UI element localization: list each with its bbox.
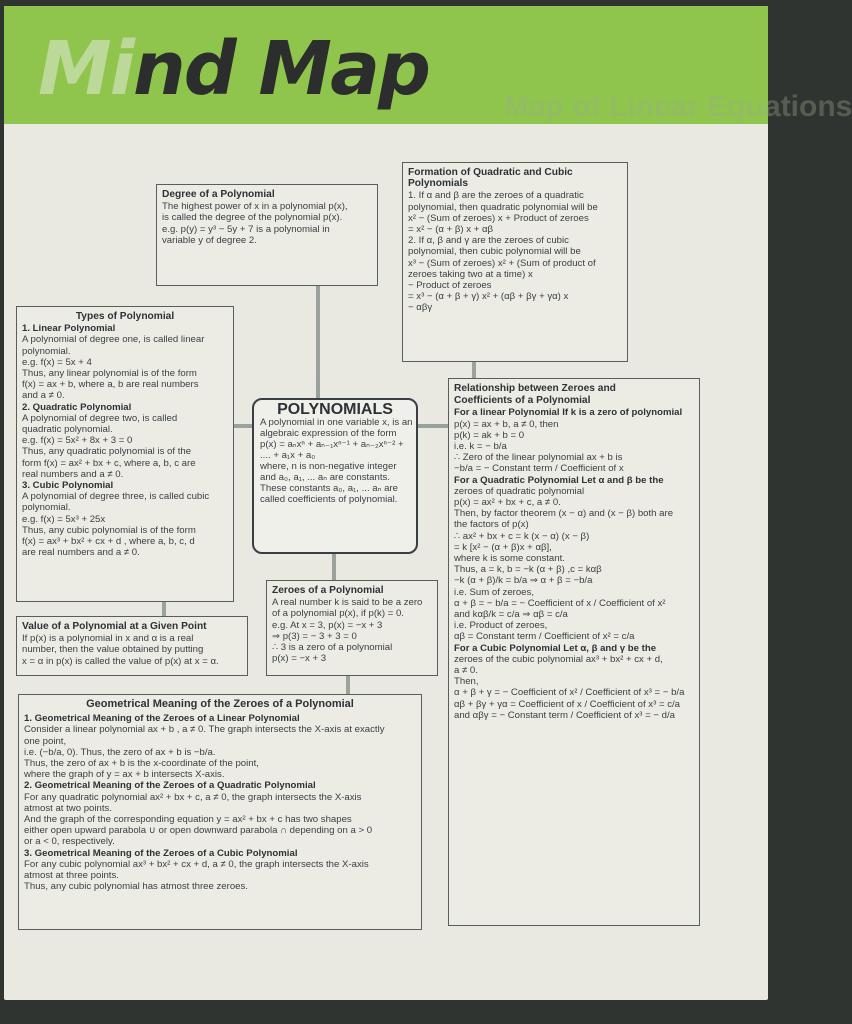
geometric-line: where the graph of y = ax + b intersects X-axis. (24, 769, 225, 781)
geometric-line: or a < 0, respectively. (24, 836, 115, 848)
formation-line: polynomial, then quadratic polynomial will be (408, 201, 598, 213)
formation-line: 2. If α, β and γ are the zeroes of cubic (408, 235, 569, 247)
types-line: A polynomial of degree one, is called linear (22, 334, 205, 346)
geometric-box (18, 694, 422, 930)
relationship-box (448, 378, 700, 926)
formation-line: 1. If α and β are the zeroes of a quadratic (408, 190, 584, 202)
relationship-line: Then, by factor theorem (x − α) and (x − β) both are (454, 508, 674, 520)
types-title: Types of Polynomial (75, 311, 175, 322)
relationship-line: p(k) = ak + b = 0 (454, 429, 525, 441)
banner-title-first: Mi (38, 26, 134, 112)
formation-line: x³ − (Sum of zeroes) x² + (Sum of product of (408, 257, 596, 269)
zeroes-line: ⇒ p(3) = − 3 + 3 = 0 (272, 630, 357, 642)
types-line: f(x) = ax³ + bx² + cx + d , where a, b, c, d (22, 536, 195, 548)
polynomials-line: algebraic expression of the form (260, 428, 397, 439)
degree-text (162, 201, 372, 246)
relationship-title-1: Relationship between Zeroes and (454, 383, 616, 394)
formation-line: x² − (Sum of zeroes) x + Product of zeroes (408, 212, 589, 224)
relationship-title-2: Coefficients of a Polynomial (454, 395, 591, 407)
value-line: If p(x) is a polynomial in x and α is a real (22, 633, 194, 645)
banner-ghost-text: Map of Linear Equations (504, 90, 852, 123)
types-line: f(x) = ax + b, where a, b are real numbers (22, 379, 199, 391)
value-line: x = α in p(x) is called the value of p(x) at x = α. (22, 655, 219, 667)
degree-line: is called the degree of the polynomial p(x). (162, 212, 343, 224)
relationship-line: ∴ Zero of the linear polynomial ax + b is (454, 452, 623, 464)
relationship-line: zeroes of the cubic polynomial ax³ + bx² + cx + d, (454, 653, 663, 665)
zeroes-line: e.g. At x = 3, p(x) = −x + 3 (272, 619, 383, 631)
relationship-line: i.e. Sum of zeroes, (454, 586, 534, 598)
types-line: 2. Quadratic Polynomial (22, 401, 132, 413)
relationship-line: i.e. Product of zeroes, (454, 620, 548, 632)
degree-line: The highest power of x in a polynomial p(x), (162, 201, 348, 213)
geometric-line: 1. Geometrical Meaning of the Zeroes of a Linear Polynomial (24, 713, 300, 725)
polynomials-text (260, 417, 413, 505)
zeroes-line: A real number k is said to be a zero (272, 597, 423, 609)
degree-line: e.g. p(y) = y³ − 5y + 7 is a polynomial in (162, 223, 330, 235)
geometric-line: Thus, any cubic polynomial has atmost three zeroes. (24, 881, 248, 893)
geometric-text (24, 713, 416, 892)
formation-line: = x² − (α + β) x + αβ (408, 224, 494, 236)
polynomials-line: These constants a₀, a₁, ... aₙ are (260, 483, 398, 494)
relationship-line: p(x) = ax² + bx + c, a ≠ 0. (454, 497, 561, 509)
types-line: e.g. f(x) = 5x + 4 (22, 356, 92, 368)
types-text (22, 323, 228, 558)
polynomials-line: and a₀, a₁, ... aₙ are constants. (260, 472, 390, 483)
relationship-line: = k [x² − (α + β)x + αβ], (454, 541, 552, 553)
types-line: polynomial. (22, 345, 71, 357)
types-line: A polynomial of degree two, is called (22, 412, 178, 424)
value-title: Value of a Polynomial at a Given Point (22, 621, 207, 632)
relationship-line: the factors of p(x) (454, 519, 529, 531)
geometric-line: atmost at two points. (24, 802, 112, 814)
formation-line: − αβγ (408, 302, 433, 314)
types-line: e.g. f(x) = 5x² + 8x + 3 = 0 (22, 435, 133, 447)
zeroes-text (272, 597, 432, 664)
value-line: number, then the value obtained by putting (22, 644, 204, 656)
types-line: Thus, any linear polynomial is of the form (22, 368, 197, 380)
value-text (22, 633, 242, 667)
relationship-line: −k (α + β)/k = b/a ⇒ α + β = −b/a (454, 575, 593, 587)
relationship-line: a ≠ 0. (454, 665, 478, 677)
geometric-line: atmost at three points. (24, 870, 119, 882)
relationship-line: α + β + γ = − Coefficient of x² / Coefficient of x³ = − b/a (454, 687, 685, 699)
relationship-line: where k is some constant. (454, 553, 565, 565)
relationship-line: Thus, a = k, b = −k (α + β) ,c = kαβ (454, 564, 602, 576)
geometric-line: 2. Geometrical Meaning of the Zeroes of a Quadratic Polynomial (24, 780, 316, 792)
types-line: polynomial. (22, 502, 71, 514)
relationship-line: −b/a = − Constant term / Coefficient of x (454, 463, 624, 475)
types-box (16, 306, 234, 602)
types-line: Thus, any quadratic polynomial is of the (22, 446, 192, 458)
formation-line: zeroes taking two at a time) x (408, 268, 533, 280)
relationship-line: zeroes of quadratic polynomial (454, 485, 585, 497)
types-line: Thus, any cubic polynomial is of the form (22, 524, 196, 536)
geometric-line: Thus, the zero of ax + b is the x-coordinate of the point, (24, 758, 259, 770)
zeroes-line: p(x) = −x + 3 (272, 653, 327, 665)
relationship-line: and αβγ = − Constant term / Coefficient of x³ = − d/a (454, 709, 675, 721)
relationship-line: ∴ ax² + bx + c = k (x − α) (x − β) (454, 530, 590, 542)
types-line: e.g. f(x) = 5x³ + 25x (22, 513, 106, 525)
relationship-line: For a Cubic Polynomial Let α, β and γ be the (454, 642, 657, 654)
types-line: and a ≠ 0. (22, 390, 65, 402)
geometric-line: For any cubic polynomial ax³ + bx² + cx + d, a ≠ 0, the graph intersects the X-axis (24, 858, 369, 870)
relationship-line: α + β = − b/a = − Coefficient of x / Coefficient of x² (454, 597, 666, 609)
relationship-line: i.e. k = − b/a (454, 441, 507, 453)
geometric-line: For any quadratic polynomial ax² + bx + c, a ≠ 0, the graph intersects the X-axis (24, 791, 362, 803)
geometric-line: one point, (24, 735, 67, 747)
types-line: real numbers and a ≠ 0. (22, 468, 124, 480)
types-line: 1. Linear Polynomial (22, 323, 116, 335)
geometric-line: 3. Geometrical Meaning of the Zeroes of a Cubic Polynomial (24, 847, 298, 859)
geometric-line: either open upward parabola ∪ or open downward parabola ∩ depending on a > 0 (24, 825, 373, 837)
types-line: form f(x) = ax² + bx + c, where a, b, c are (22, 457, 196, 469)
types-line: 3. Cubic Polynomial (22, 480, 114, 492)
relationship-line: p(x) = ax + b, a ≠ 0, then (454, 418, 559, 430)
formation-line: polynomial, then cubic polynomial will be (408, 246, 581, 258)
relationship-line: For a linear Polynomial If k is a zero of polynomial (454, 407, 683, 419)
geometric-line: i.e. (−b/a, 0). Thus, the zero of ax + b is −b/a. (24, 746, 216, 758)
polynomials-line: p(x) = aₙxⁿ + aₙ₋₁xⁿ⁻¹ + aₙ₋₂xⁿ⁻² + (260, 439, 404, 450)
types-line: A polynomial of degree three, is called cubic (22, 491, 210, 503)
zeroes-line: of a polynomial p(x), if p(k) = 0. (272, 608, 404, 620)
polynomials-line: where, n is non-negative integer (260, 461, 397, 472)
geometric-line: Consider a linear polynomial ax + b , a ≠ 0. The graph intersects the X-axis at exactly (24, 724, 385, 736)
banner-title-rest: nd Map (133, 26, 429, 112)
formation-title: Formation of Quadratic and Cubic Polynomials (408, 167, 573, 190)
zeroes-title: Zeroes of a Polynomial (272, 585, 384, 596)
relationship-line: and kαβ/k = c/a ⇒ αβ = c/a (454, 609, 568, 621)
degree-line: variable y of degree 2. (162, 234, 257, 246)
polynomials-center-box (252, 398, 418, 554)
degree-title: Degree of a Polynomial (162, 189, 275, 200)
zeroes-box (266, 580, 438, 676)
polynomials-line: .... + a₁x + a₀ (260, 450, 316, 461)
types-line: quadratic polynomial. (22, 424, 113, 436)
relationship-line: Then, (454, 676, 479, 688)
degree-box (156, 184, 378, 286)
formation-text (408, 190, 622, 313)
polynomials-line: called coefficients of polynomial. (260, 494, 398, 505)
formation-box (402, 162, 628, 362)
relationship-line: αβ + βγ + γα = Coefficient of x / Coefficient of x³ = c/a (454, 698, 681, 710)
relationship-line: For a Quadratic Polynomial Let α and β be the (454, 474, 664, 486)
geometric-title: Geometrical Meaning of the Zeroes of a Polynomial (86, 698, 354, 710)
relationship-line: αβ = Constant term / Coefficient of x² = c/a (454, 631, 635, 643)
relationship-text (454, 407, 694, 721)
polynomials-line: A polynomial in one variable x, is an (260, 417, 413, 428)
types-line: are real numbers and a ≠ 0. (22, 547, 140, 559)
zeroes-line: ∴ 3 is a zero of a polynomial (272, 642, 393, 654)
polynomials-title: POLYNOMIALS (277, 401, 393, 418)
formation-line: = x³ − (α + β + γ) x² + (αβ + βγ + γα) x (408, 291, 569, 303)
geometric-line: And the graph of the corresponding equation y = ax² + bx + c has two shapes (24, 814, 352, 826)
value-box (16, 616, 248, 676)
formation-line: − Product of zeroes (408, 280, 492, 292)
mind-map-page (4, 6, 852, 1000)
